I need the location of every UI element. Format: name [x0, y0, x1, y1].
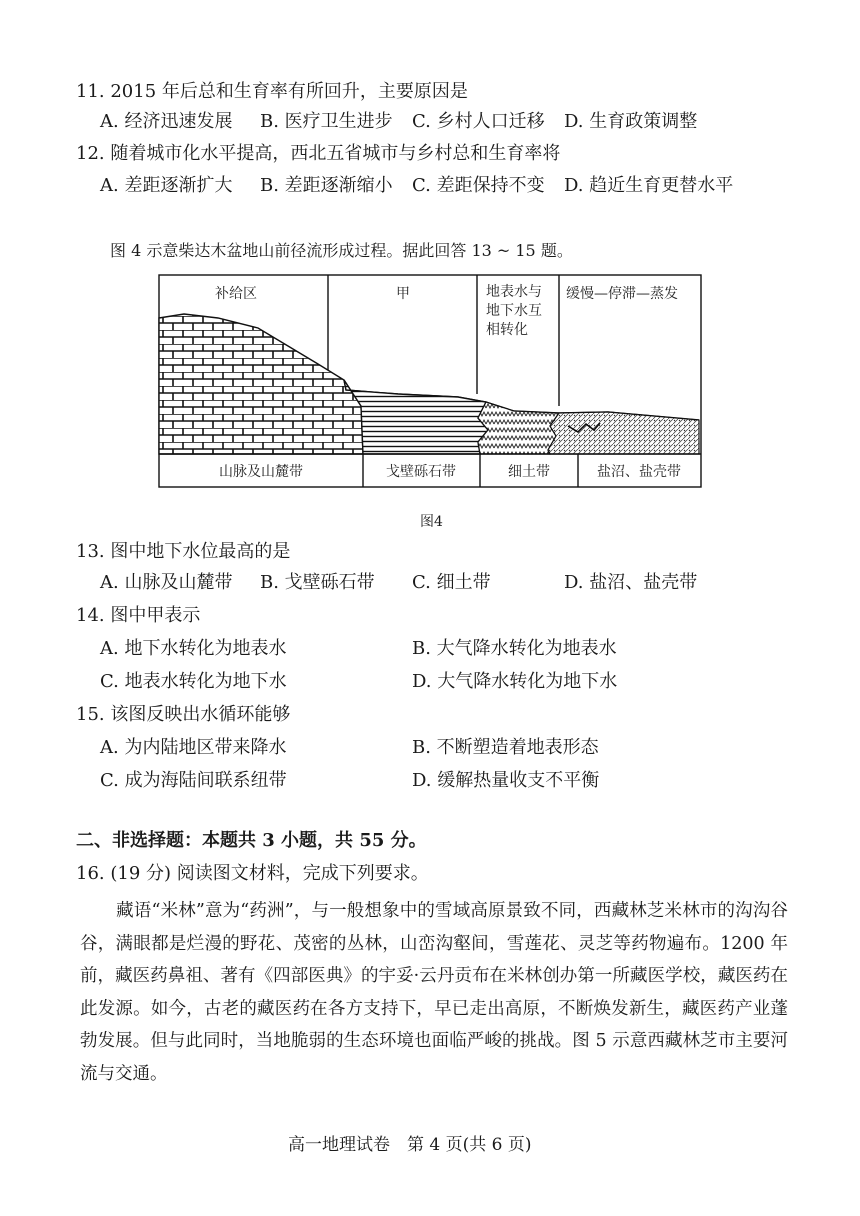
- label-fine-soil-belt: 细土带: [508, 464, 550, 480]
- label-mountain-belt: 山脉及山麓带: [219, 464, 303, 480]
- question-16-stem: 16. (19 分) 阅读图文材料，完成下列要求。: [76, 863, 429, 884]
- label-gobi-belt: 戈壁砾石带: [386, 464, 456, 480]
- q15-option-c[interactable]: C. 成为海陆间联系纽带: [100, 770, 287, 791]
- question-13-stem: 13. 图中地下水位最高的是: [76, 541, 291, 562]
- figure-4-diagram: [158, 274, 704, 490]
- figure-caption: 图4: [420, 514, 443, 530]
- q11-option-b[interactable]: B. 医疗卫生进步: [260, 111, 393, 132]
- q13-option-c[interactable]: C. 细土带: [412, 572, 491, 593]
- q12-option-a[interactable]: A. 差距逐渐扩大: [100, 175, 233, 196]
- q16-paragraph-text: 藏语“米林”意为“药洲”，与一般想象中的雪域高原景致不同，西藏林芝米林市的沟沟谷谷，满眼都是烂漫的野花、茂密的丛林，山峦沟壑间，雪莲花、灵芝等药物遍布。1200 年前，藏医药鼻祖、著有《四部医典》的宇妥·云丹贡布在米林创办第一所藏医学校，藏医药在此发源。如今，古老的藏医药在各方支持下，早已走出高原，不断焕发新生，藏医药产业蓬勃发展。但与此同时，当地脆弱的生态环境也面临严峻的挑战。图 5 示意西藏林芝市主要河流与交通。: [80, 901, 788, 1084]
- q11-option-a[interactable]: A. 经济迅速发展: [100, 111, 233, 132]
- label-exchange-line2: 地下水互: [486, 303, 542, 319]
- q16-material-paragraph: [80, 895, 788, 1090]
- label-exchange-line3: 相转化: [486, 322, 528, 338]
- q12-option-b[interactable]: B. 差距逐渐缩小: [260, 175, 393, 196]
- q14-option-a[interactable]: A. 地下水转化为地表水: [100, 638, 287, 659]
- q12-option-c[interactable]: C. 差距保持不变: [412, 175, 545, 196]
- question-11-stem: 11. 2015 年后总和生育率有所回升，主要原因是: [76, 81, 468, 102]
- salt-marsh-layer: [548, 412, 699, 454]
- q14-option-c[interactable]: C. 地表水转化为地下水: [100, 671, 287, 692]
- question-12-stem: 12. 随着城市化水平提高，西北五省城市与乡村总和生育率将: [76, 143, 561, 164]
- label-evaporation: 缓慢—停滞—蒸发: [566, 286, 678, 302]
- figure-intro: 图 4 示意柴达木盆地山前径流形成过程。据此回答 13 ~ 15 题。: [110, 241, 573, 260]
- section-2-heading: 二、非选择题：本题共 3 小题，共 55 分。: [76, 830, 427, 851]
- q13-option-a[interactable]: A. 山脉及山麓带: [100, 572, 233, 593]
- question-15-stem: 15. 该图反映出水循环能够: [76, 704, 291, 725]
- q13-option-d[interactable]: D. 盐沼、盐壳带: [564, 572, 698, 593]
- label-salt-marsh-belt: 盐沼、盐壳带: [597, 464, 681, 480]
- q12-option-d[interactable]: D. 趋近生育更替水平: [564, 175, 734, 196]
- q13-option-b[interactable]: B. 戈壁砾石带: [260, 572, 375, 593]
- q15-option-b[interactable]: B. 不断塑造着地表形态: [412, 737, 599, 758]
- label-exchange-line1: 地表水与: [486, 284, 542, 300]
- q11-option-c[interactable]: C. 乡村人口迁移: [412, 111, 545, 132]
- q14-option-b[interactable]: B. 大气降水转化为地表水: [412, 638, 617, 659]
- question-14-stem: 14. 图中甲表示: [76, 605, 201, 626]
- label-recharge-zone: 补给区: [215, 286, 257, 302]
- q15-option-d[interactable]: D. 缓解热量收支不平衡: [412, 770, 600, 791]
- q15-option-a[interactable]: A. 为内陆地区带来降水: [100, 737, 287, 758]
- q11-option-d[interactable]: D. 生育政策调整: [564, 111, 698, 132]
- label-jia: 甲: [396, 286, 410, 302]
- page-footer: 高一地理试卷 第 4 页(共 6 页): [288, 1135, 532, 1155]
- q14-option-d[interactable]: D. 大气降水转化为地下水: [412, 671, 618, 692]
